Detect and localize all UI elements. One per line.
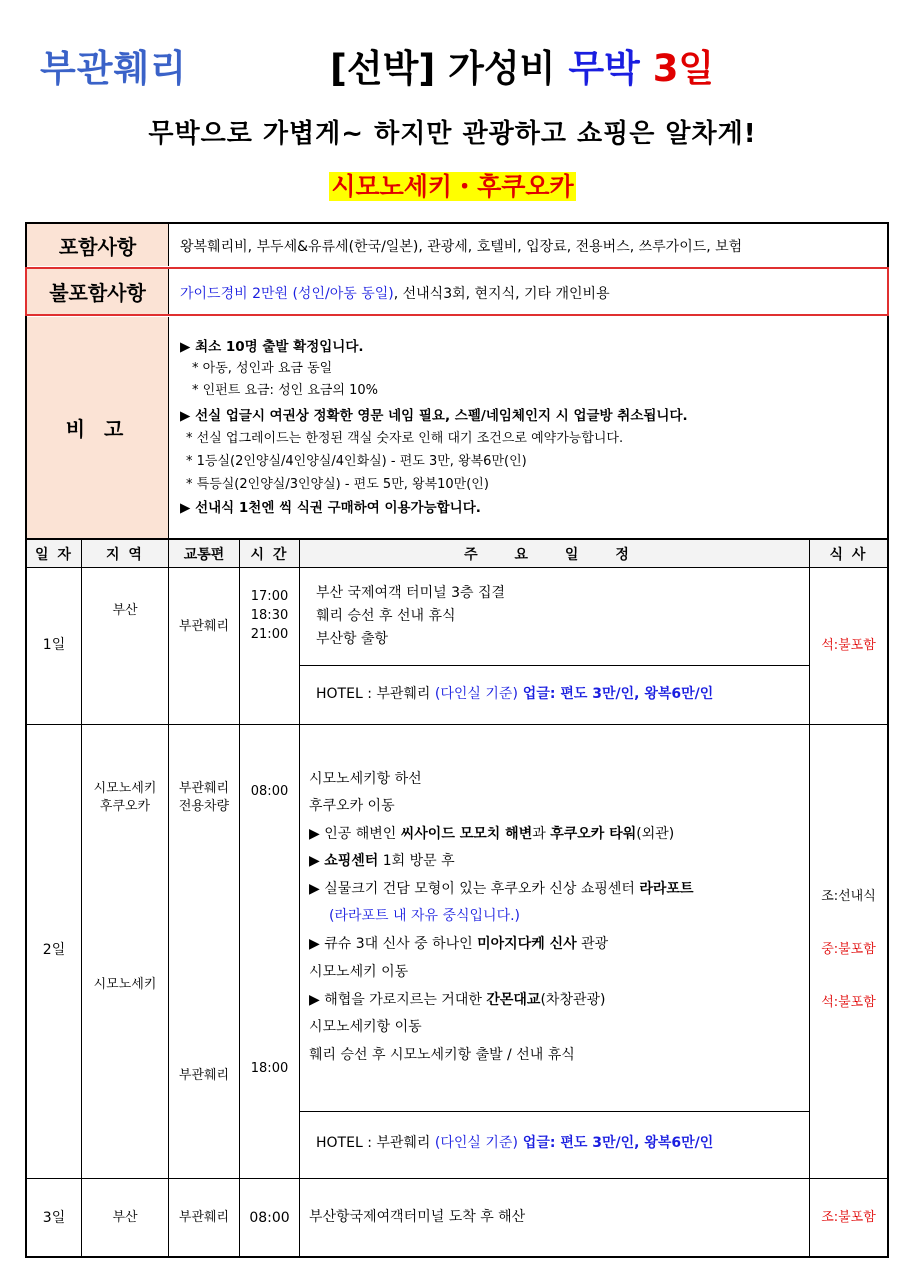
page-header [0, 38, 905, 88]
day2-s3 [309, 820, 674, 848]
col-header-region: 지 역 [82, 540, 168, 567]
title-mubak: 무박 [568, 47, 640, 90]
day1-schedule-3: 부산항 출항 [316, 631, 389, 647]
day2-s3-a: ▶ 인공 해변인 [309, 826, 401, 842]
day2-s7-a: ▶ 큐슈 3대 신사 중 하나인 [309, 936, 478, 952]
note-5: * 선실 업그레이드는 한정된 객실 숫자로 인해 대기 조건으로 예약가능합니다. [186, 431, 624, 446]
excluded-label: 불포함사항 [27, 269, 169, 314]
notes-label: 비 고 [27, 317, 169, 538]
day1-transport: 부관훼리 [178, 619, 230, 634]
day3-region: 부산 [112, 1210, 138, 1225]
col-header-time: 시 간 [240, 540, 299, 567]
included-label: 포함사항 [27, 224, 169, 266]
day2-s7-c: 관광 [576, 936, 609, 952]
day3-transport: 부관훼리 [178, 1210, 230, 1225]
day2-s10: 시모노세키항 이동 [309, 1019, 422, 1035]
day2-s6: (라라포트 내 자유 중식입니다.) [329, 908, 521, 924]
day1-day: 1일 [42, 637, 66, 653]
day1-schedule-1: 부산 국제여객 터미널 3층 집결 [316, 585, 505, 601]
day1-hotel-upgrade: 업글: 편도 3만/인, 왕복6만/인 [517, 686, 714, 702]
day2-time-1: 08:00 [250, 784, 289, 799]
day2-time-2: 18:00 [250, 1061, 289, 1076]
day1-hotel-prefix: HOTEL : 부관훼리 [316, 686, 435, 702]
day3-schedule: 부산항국제여객터미널 도착 후 해산 [309, 1209, 526, 1225]
day1-time-3: 21:00 [250, 627, 289, 642]
day2-s9-a: ▶ 해협을 가로지르는 거대한 [309, 992, 487, 1008]
day2-s9 [309, 986, 605, 1014]
title-days: 3일 [652, 47, 715, 90]
day1-hotel-room: (다인실 기준) [434, 686, 518, 702]
note-3: * 인펀트 요금: 성인 요금의 10% [192, 383, 379, 398]
excluded-rest: , 선내식3회, 현지식, 기타 개인비용 [393, 286, 610, 302]
col-header-meal: 식 사 [810, 540, 887, 567]
col-header-schedule: 주 요 일 정 [300, 540, 809, 567]
note-7: * 특등실(2인양실/3인양실) - 편도 5만, 왕복10만(인) [186, 477, 489, 492]
day2-meal-1: 조:선내식 [821, 889, 876, 904]
day2-s1: 시모노세키항 하선 [309, 771, 422, 787]
day2-s8: 시모노세키 이동 [309, 964, 409, 980]
day2-s2: 후쿠오카 이동 [309, 798, 395, 814]
note-6: * 1등실(2인양실/4인양실/4인화실) - 편도 3만, 왕복6만(인) [186, 454, 527, 469]
day2-hotel-upgrade: 업글: 편도 3만/인, 왕복6만/인 [517, 1135, 714, 1151]
excluded-guide-fee: 가이드경비 2만원 (성인/아동 동일) [180, 286, 394, 302]
day2-s3-d: 후쿠오카 타워 [550, 826, 637, 842]
day2-hotel [316, 1133, 713, 1153]
day2-hotel-room: (다인실 기준) [434, 1135, 518, 1151]
day2-s4-a: ▶ [309, 853, 325, 869]
note-1: ▶ 최소 10명 출발 확정입니다. [180, 339, 364, 355]
day2-s3-b: 씨사이드 모모치 해변 [400, 826, 533, 842]
day2-region-1a: 시모노세키 [93, 781, 157, 796]
day2-region-1b: 후쿠오카 [99, 799, 151, 814]
day1-meal: 석:불포함 [821, 638, 876, 653]
region-text: 시모노세키・후쿠오카 [331, 172, 574, 201]
day2-s7 [309, 930, 608, 958]
day1-time-2: 18:30 [250, 608, 289, 623]
day2-s4-b: 쇼핑센터 [324, 853, 379, 869]
note-4: ▶ 선실 업글시 여권상 정확한 영문 네임 필요, 스펠/네임체인지 시 업글방 취소됩니다. [180, 408, 688, 424]
day2-s4-c: 1회 방문 후 [378, 853, 455, 869]
region-banner [0, 167, 905, 203]
day2-s3-e: (외관) [636, 826, 675, 842]
day2-transport-1a: 부관훼리 [178, 781, 230, 796]
day1-time-1: 17:00 [250, 589, 289, 604]
title-prefix: [선박] 가성비 [330, 47, 556, 90]
day2-transport-2: 부관훼리 [178, 1068, 230, 1083]
day2-transport-1b: 전용차량 [178, 799, 230, 814]
day2-meal-2: 중:불포함 [821, 942, 876, 957]
day2-s4 [309, 847, 455, 875]
day2-s5 [309, 875, 693, 903]
day3-day: 3일 [42, 1210, 66, 1226]
day2-s9-c: (차창관광) [540, 992, 606, 1008]
day2-s7-b: 미아지다케 신사 [477, 936, 577, 952]
day2-day: 2일 [42, 942, 66, 958]
day2-meal-3: 석:불포함 [821, 995, 876, 1010]
page-title [330, 38, 714, 92]
day1-region: 부산 [112, 603, 138, 618]
day3-meal: 조:불포함 [821, 1210, 876, 1225]
col-header-day: 일 자 [27, 540, 81, 567]
brand-name: 부관훼리 [40, 47, 187, 90]
day2-s5-b: 라라포트 [639, 881, 694, 897]
day2-s3-c: 과 [532, 826, 551, 842]
day3-time: 08:00 [249, 1210, 290, 1226]
note-8: ▶ 선내식 1천엔 씩 식권 구매하여 이용가능합니다. [180, 500, 481, 516]
day1-hotel [316, 684, 713, 704]
day2-s11: 훼리 승선 후 시모노세키항 출발 / 선내 휴식 [309, 1047, 575, 1063]
included-text: 왕복훼리비, 부두세&유류세(한국/일본), 관광세, 호텔비, 입장료, 전용버스, 쓰루가이드, 보험 [180, 239, 743, 255]
day2-hotel-prefix: HOTEL : 부관훼리 [316, 1135, 435, 1151]
day2-s9-b: 간몬대교 [486, 992, 541, 1008]
col-header-transport: 교통편 [169, 540, 239, 567]
page-subtitle: 무박으로 가볍게~ 하지만 관광하고 쇼핑은 알차게! [148, 119, 757, 149]
day1-schedule-2: 훼리 승선 후 선내 휴식 [316, 608, 456, 624]
day2-region-2: 시모노세키 [93, 977, 157, 992]
excluded-text [180, 283, 610, 303]
day2-s5-a: ▶ 실물크기 건담 모형이 있는 후쿠오카 신상 쇼핑센터 [309, 881, 640, 897]
note-2: * 아동, 성인과 요금 동일 [192, 361, 333, 376]
